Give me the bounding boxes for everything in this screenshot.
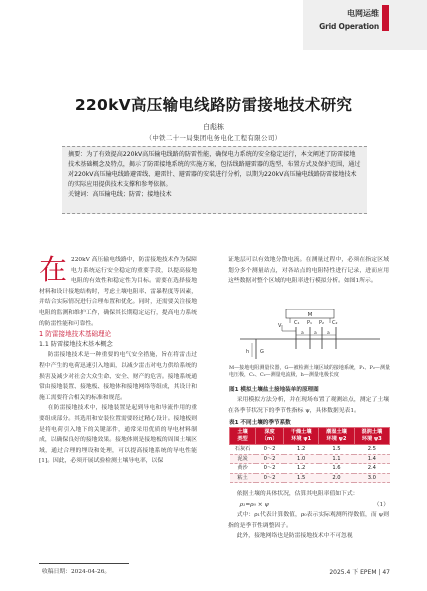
table-cell: 2.0 bbox=[319, 473, 354, 483]
table-cell: 0～2 bbox=[256, 454, 284, 464]
table-row bbox=[230, 464, 390, 474]
right-column bbox=[228, 255, 389, 287]
received-date: 收稿日期：2024-04-26。 bbox=[42, 569, 111, 575]
article-affiliation: （中铁二十一局集团电务电化工程有限公司） bbox=[145, 134, 282, 142]
table-cell: 2.5 bbox=[354, 445, 389, 455]
section-1-heading: 1 防雷接地技术基础理论 bbox=[39, 330, 112, 339]
label-v: V bbox=[278, 323, 282, 329]
body-paragraph: 在防雷接地技术中，接地装置是起到导电和导流作用的重要组成部分。其选用和安装位置需要经过精心设计。接地板则是将电荷引入地下的关键部件，通常采用优质的导电材料制成，以确保良好的接地效果。接地体则是接地板的周围土壤区域，通过合理的埋设和处理，可以提高接地系统的导电性能[1]。因此，必须开展试验检测土壤导电率，以保 bbox=[39, 405, 197, 465]
formula: ρ₁=ρ₀ × ψ bbox=[239, 501, 270, 508]
table-header-cell: 混润土壤 环境 ψ3 bbox=[354, 428, 389, 445]
figure-1-caption: 图1 模拟土壤盐土接地装单的原理图 bbox=[229, 387, 319, 393]
section-title-cn: 电网运维 bbox=[347, 9, 379, 18]
body-paragraph: 采用模拟方法分析，并在现场布置了观测站点，测定了土壤在各季节状况下的季节性指标 ψ，具体数据见表1。 bbox=[228, 397, 389, 414]
formula-line bbox=[228, 500, 389, 511]
figure-1-legend bbox=[229, 365, 390, 379]
table-cell: 1.1 bbox=[319, 454, 354, 464]
label-g: G bbox=[260, 349, 264, 355]
table-row bbox=[230, 473, 390, 483]
right-column-mid bbox=[228, 395, 389, 416]
label-p2: P₂ bbox=[319, 320, 325, 326]
article-author: 白彪栋 bbox=[203, 123, 224, 131]
body-paragraph: 证地层可以有效地分散电流。在测量过程中，必须在指定区域划分多个测量站点，对各站点的电阻特性进行记录，进而应用这些数据对整个区域的电阻率进行模拟分析。如图1所示。 bbox=[228, 257, 389, 285]
page-info: 2025.4 下 EPEM | 47 bbox=[329, 569, 390, 576]
table-cell: 1.6 bbox=[319, 464, 354, 474]
table-1-title: 表1 不同土壤的季节系数 bbox=[229, 420, 291, 426]
label-h: h bbox=[246, 349, 250, 355]
label-a: a bbox=[301, 331, 304, 336]
figure-legend-text: M—接地电阻测量仪器，G—被检测土壤区域的接地系统，P₁、P₂—测量电压极，C₁、C₂—测量电流极，h—测量电极长度 bbox=[229, 365, 390, 378]
table-cell: 2.4 bbox=[354, 464, 389, 474]
table-cell: 0～2 bbox=[256, 473, 284, 483]
table-cell: 3.0 bbox=[354, 473, 389, 483]
label-a: a bbox=[314, 331, 317, 336]
table-header-cell: 干燥土壤 环境 ψ1 bbox=[284, 428, 319, 445]
section-title-en: Grid Operation bbox=[319, 22, 379, 31]
keywords-text: 关键词：高压输电线；防雷；接地技术 bbox=[68, 191, 172, 198]
label-p1: P₁ bbox=[307, 320, 313, 326]
table-cell: 1.5 bbox=[319, 445, 354, 455]
table-cell: 粘土 bbox=[230, 473, 256, 483]
formula-number: （1） bbox=[373, 501, 389, 508]
table-cell: 1.5 bbox=[284, 473, 319, 483]
table-cell: 泥炭 bbox=[230, 454, 256, 464]
left-column bbox=[39, 255, 197, 467]
table-header-row bbox=[230, 428, 390, 445]
table-header-cell: 土壤 类型 bbox=[230, 428, 256, 445]
body-paragraph: 此外，接地网络也是防雷接地技术中不可忽视 bbox=[236, 533, 353, 540]
table-cell: 1.2 bbox=[284, 445, 319, 455]
section-accent-bar bbox=[382, 5, 389, 31]
subsection-1-1-heading: 1.1 防雷接地技术基本概念 bbox=[39, 340, 113, 348]
article-title: 220kV高压输电线路防雷接地技术研究 bbox=[74, 96, 353, 114]
table-cell: 1.2 bbox=[284, 464, 319, 474]
table-body bbox=[230, 445, 390, 483]
table-cell: 0～2 bbox=[256, 445, 284, 455]
body-paragraph: 式中：ρ₁代表计算数值，ρ₀表示实际观测所得数值，而 ψ则指的是季节性调整因子。 bbox=[228, 512, 389, 529]
soil-season-table bbox=[229, 427, 390, 483]
svg-text:M: M bbox=[307, 312, 313, 318]
footnote-rule bbox=[39, 563, 129, 564]
table-row bbox=[230, 445, 390, 455]
drop-cap: 在 bbox=[39, 253, 68, 286]
abstract-box bbox=[62, 146, 367, 214]
abstract-text: 摘要：为了有效提高220kV高压输电线路的防雷性能，确保电力系统的安全稳定运行，本文阐述了防雷接地技术基础概念及特点，揭示了防雷接地系统的实施方案，包括线路避雷器的选型、布置方式及保护范围，通过对220kV高压输电线路避雷线、避雷针、避雷器的安装进行分析，以期为220kV高压输电线路防雷接地技术的实际应用提供技术支撑和参考依据。 bbox=[68, 151, 361, 188]
table-header-cell: 深度 （m） bbox=[256, 428, 284, 445]
body-paragraph: 防雷接地技术是一种重要的电气安全措施，旨在将雷击过程中产生的电荷迅速引入地面，以减少雷击对电力供给系统的损害及减少对社会大众生命、安全、财产的危害。接地系统通常由接地装置、接地板、接地体和接地网络等组成，其设计和施工需要符合相关的标准和规范。 bbox=[39, 352, 197, 401]
table-cell: 黄沙 bbox=[230, 464, 256, 474]
table-cell: 1.0 bbox=[284, 454, 319, 464]
table-cell: 1.4 bbox=[354, 454, 389, 464]
intro-paragraph: 220kV 高压输电线路中，防雷接地技术作为保障电力系统运行安全稳定的重要手段，以提高接地电阻的有效性和稳定性为目标。需要在选择接地材料和设计接地结构时，考虑土壤电阻率、雷暴程度等因素，并结合实际情况进行合理布置和优化。同时，还需要关注接地电阻的监测和维护工作，确保其长期稳定运行，提高电力系统的防雷性能和可靠性。 bbox=[39, 257, 197, 327]
label-a: a bbox=[327, 331, 330, 336]
table-cell: 石灰石 bbox=[230, 445, 256, 455]
label-c2: C₂ bbox=[332, 320, 338, 326]
body-paragraph: 依据土壤的具体状况，估算其电阻率值如下式： bbox=[236, 491, 359, 497]
label-c1: C₁ bbox=[294, 320, 300, 326]
right-column-bottom bbox=[228, 489, 389, 542]
table-cell: 0～2 bbox=[256, 464, 284, 474]
table-row bbox=[230, 454, 390, 464]
figure-1-schematic bbox=[230, 309, 390, 365]
table-header-cell: 潮湿土壤 环境 ψ2 bbox=[319, 428, 354, 445]
